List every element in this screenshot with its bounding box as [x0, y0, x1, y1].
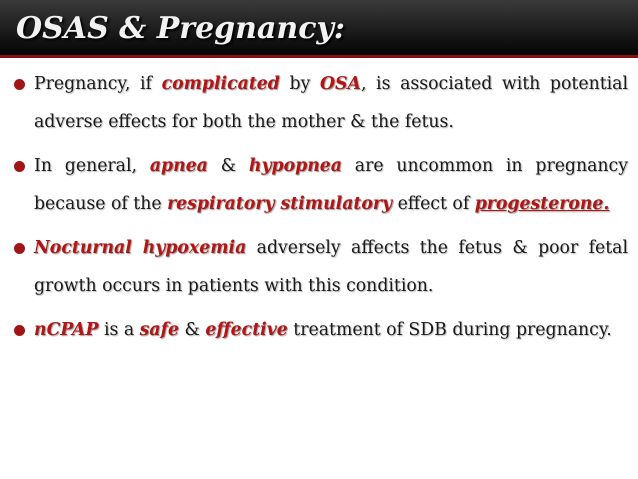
highlighted-term: safe	[139, 320, 180, 340]
bullet-dot-icon	[14, 79, 25, 90]
bullet-text	[34, 238, 628, 296]
bullet-item	[10, 147, 628, 223]
bullet-text	[34, 74, 628, 132]
bullet-text-run: are uncommon in pregnancy because of the	[34, 156, 628, 214]
highlighted-term: progesterone.	[474, 194, 610, 214]
highlighted-term: hypopnea	[248, 156, 342, 176]
bullet-dot-icon	[14, 325, 25, 336]
highlighted-term: complicated	[161, 74, 280, 94]
bullet-text	[34, 156, 628, 214]
bullet-text	[34, 320, 612, 340]
bullet-text-run: , is associated with potential adverse effects for both the mother & the fetus.	[34, 74, 628, 132]
bullet-item	[10, 229, 628, 305]
bullet-item	[10, 311, 628, 349]
bullet-text-run: In general,	[34, 156, 150, 176]
bullet-text-run: &	[179, 320, 206, 340]
bullet-text-run: by	[279, 74, 320, 94]
bullet-dot-icon	[14, 161, 25, 172]
highlighted-term: respiratory stimulatory	[167, 194, 393, 214]
bullet-text-run: effect of	[392, 194, 475, 214]
bullet-list	[10, 65, 628, 355]
bullet-text-run: treatment of SDB during pregnancy.	[287, 320, 612, 340]
bullet-item	[10, 65, 628, 141]
highlighted-term: effective	[205, 320, 288, 340]
bullet-text-run: is a	[98, 320, 140, 340]
bullet-text-run: Pregnancy, if	[34, 74, 162, 94]
bullet-text-run: adversely affects the fetus & poor fetal growth occurs in patients with this condition.	[34, 238, 628, 296]
bullet-dot-icon	[14, 243, 25, 254]
slide-title: OSAS & Pregnancy:	[16, 11, 345, 46]
highlighted-term: OSA	[319, 74, 361, 94]
title-bar	[0, 0, 638, 58]
bullet-text-run: &	[207, 156, 249, 176]
highlighted-term: nCPAP	[34, 320, 99, 340]
highlighted-term: Nocturnal hypoxemia	[34, 238, 247, 258]
highlighted-term: apnea	[149, 156, 208, 176]
